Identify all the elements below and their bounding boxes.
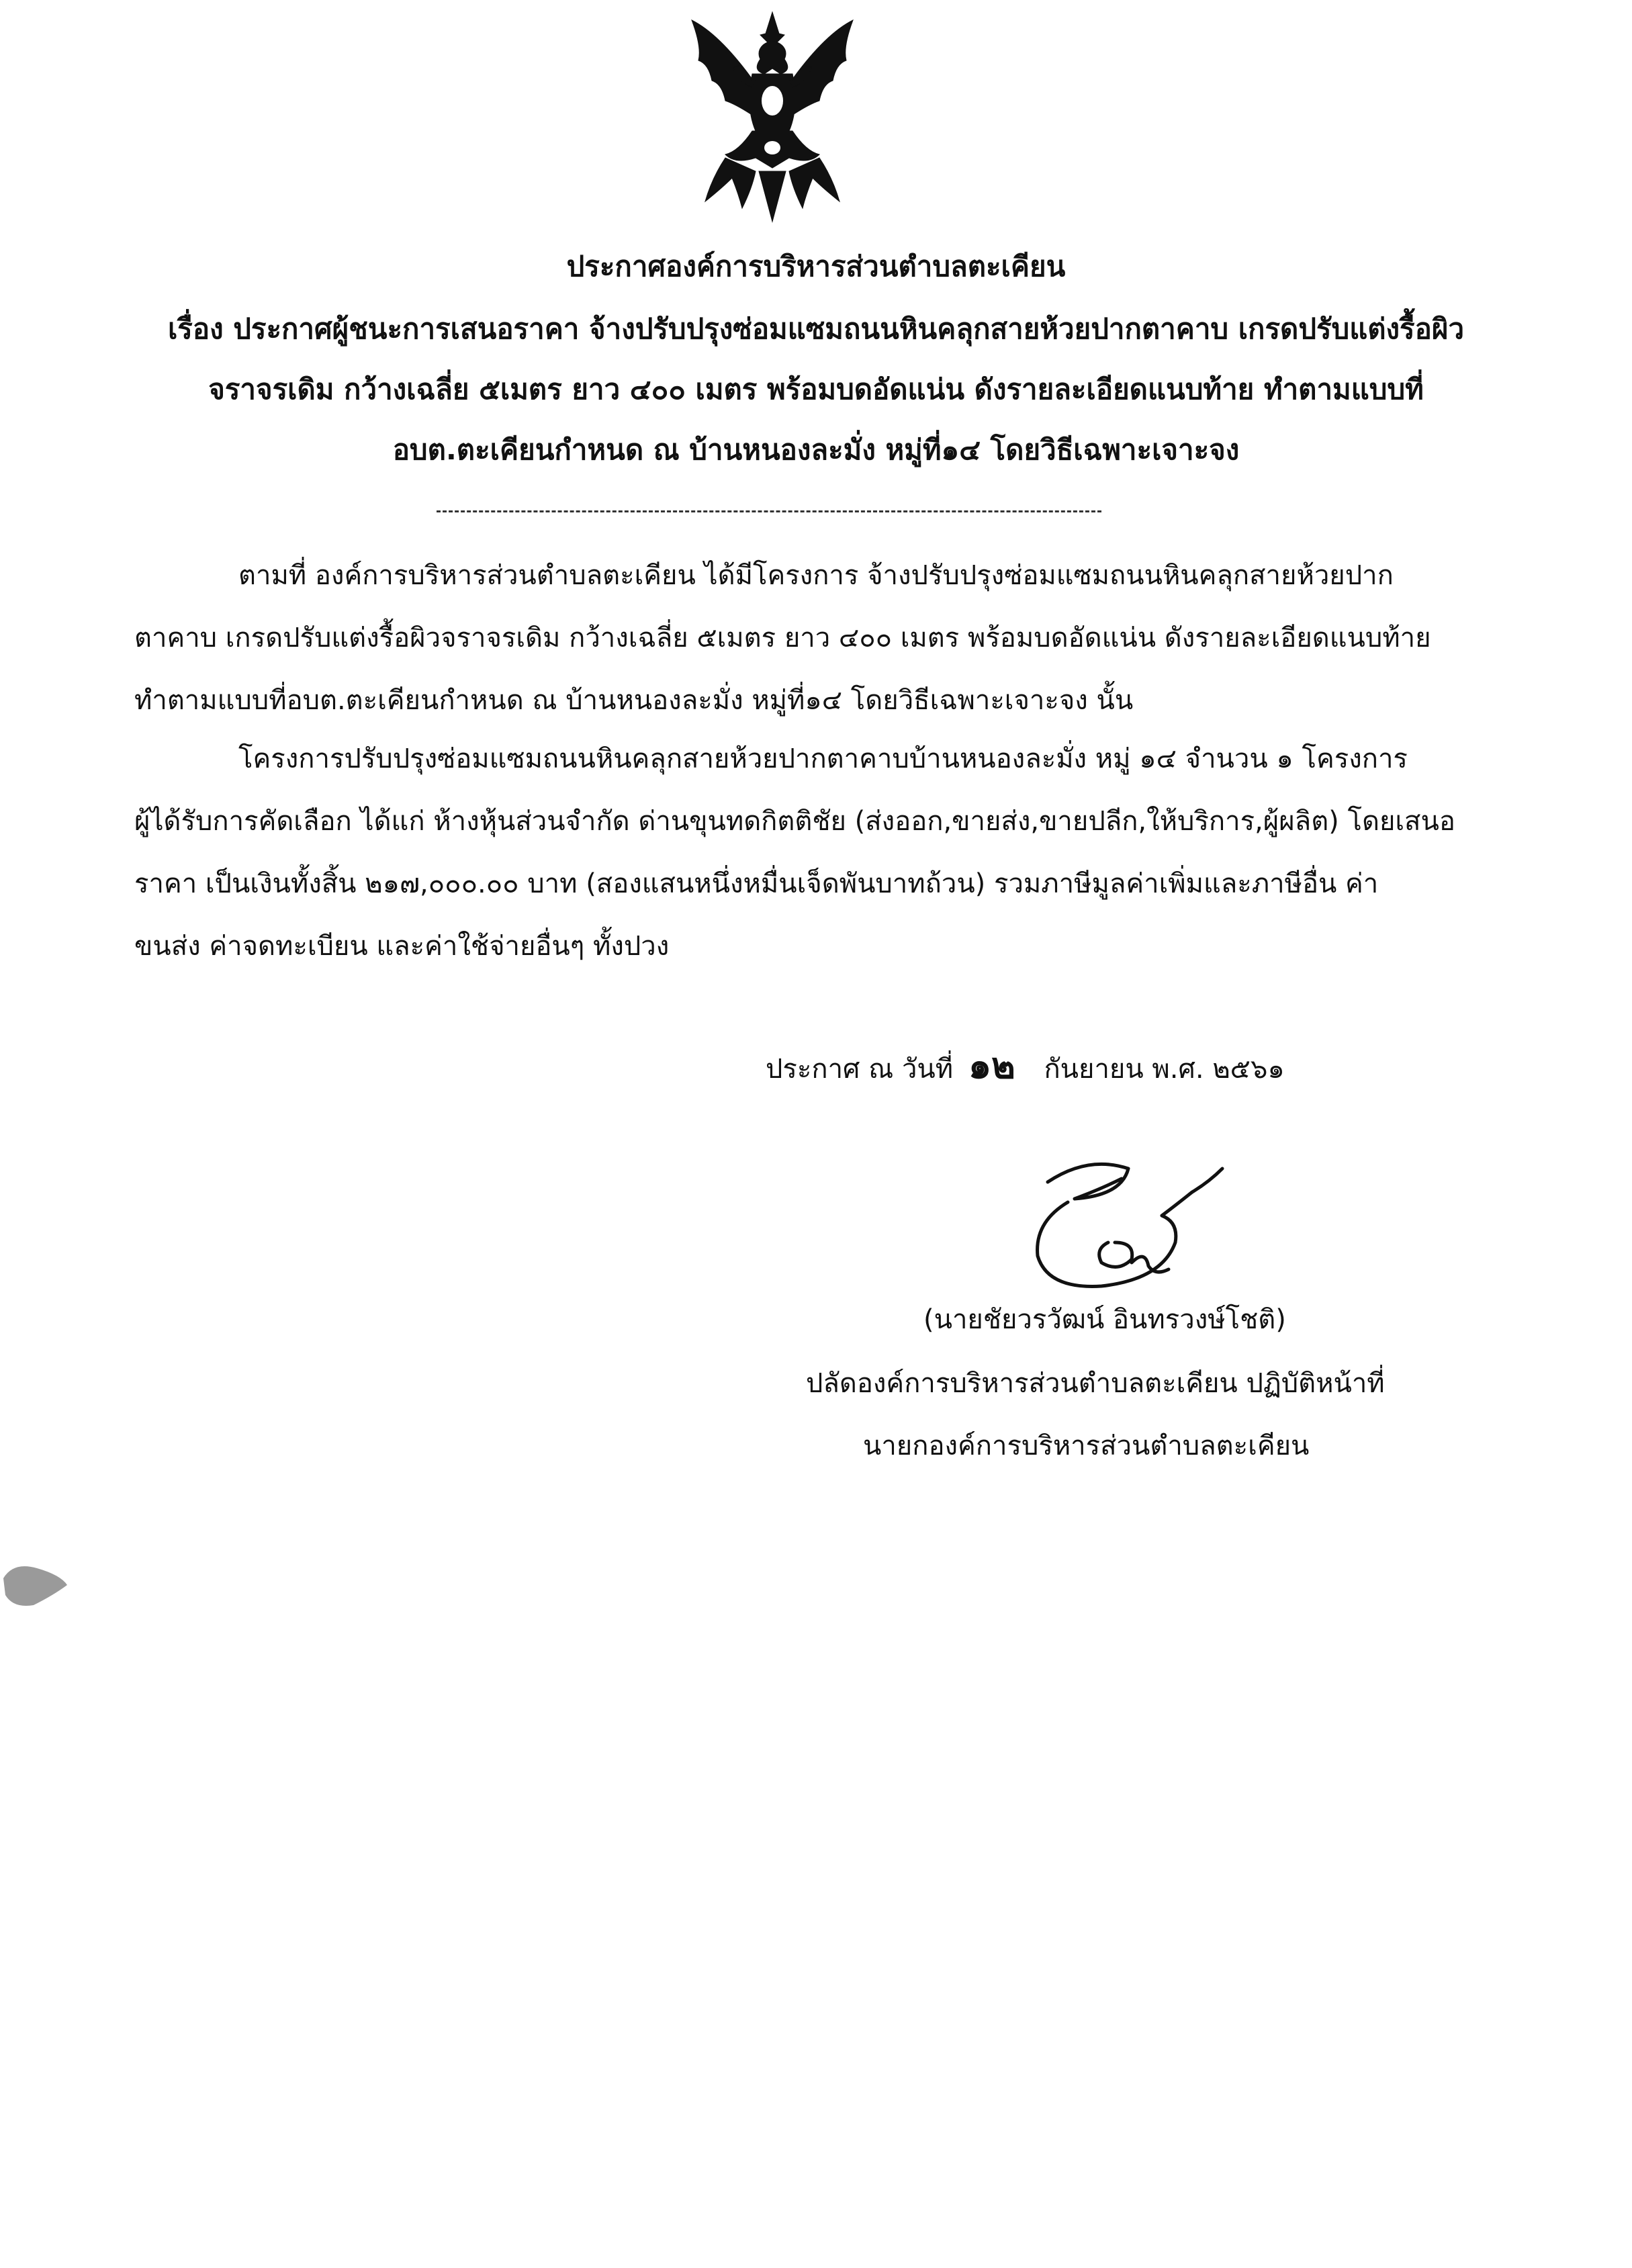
paragraph2-line-4: ขนส่ง ค่าจดทะเบียน และค่าใช้จ่ายอื่นๆ ทั้งปวง	[134, 931, 670, 962]
garuda-emblem-icon	[672, 7, 873, 228]
date-month-year: กันยายน พ.ศ. ๒๕๖๑	[1044, 1054, 1285, 1085]
date-prefix: ประกาศ ณ วันที่	[766, 1054, 954, 1085]
scan-artifact	[0, 1558, 74, 1612]
paragraph1-line-2: ตาคาบ เกรดปรับแต่งรื้อผิวจราจรเดิม กว้างเฉลี่ย ๕เมตร ยาว ๔๐๐ เมตร พร้อมบดอัดแน่น ดังรายละเอียดแนบท้าย	[134, 623, 1431, 653]
header-divider	[437, 510, 1101, 512]
signatory-name: (นายชัยวรวัฒน์ อินทรวงษ์โชติ)	[923, 1304, 1286, 1335]
date-day: ๑๒	[968, 1044, 1015, 1087]
paragraph1-line-1: ตามที่ องค์การบริหารส่วนตำบลตะเคียน ได้มีโครงการ จ้างปรับปรุงซ่อมแซมถนนหินคลุกสายห้วยปาก	[238, 560, 1394, 591]
paragraph2-line-2: ผู้ได้รับการคัดเลือก ได้แก่ ห้างหุ้นส่วนจำกัด ด่านขุนทดกิตติชัย (ส่งออก,ขายส่ง,ขายปลีก,ให้บริการ,ผู้ผลิต) โดยเสนอ	[134, 806, 1455, 837]
signatory-position-2: นายกองค์การบริหารส่วนตำบลตะเคียน	[863, 1431, 1310, 1461]
subject-line-2: จราจรเดิม กว้างเฉลี่ย ๕เมตร ยาว ๔๐๐ เมตร พร้อมบดอัดแน่น ดังรายละเอียดแนบท้าย ทำตามแบบที่	[208, 373, 1424, 406]
handwritten-signature	[1007, 1142, 1236, 1316]
date-line	[766, 1044, 1285, 1087]
paragraph2-line-1: โครงการปรับปรุงซ่อมแซมถนนหินคลุกสายห้วยปากตาคาบบ้านหนองละมั่ง หมู่ ๑๔ จำนวน ๑ โครงการ	[238, 743, 1408, 774]
paragraph2-line-3: ราคา เป็นเงินทั้งสิ้น ๒๑๗,๐๐๐.๐๐ บาท (สองแสนหนึ่งหมื่นเจ็ดพันบาทถ้วน) รวมภาษีมูลค่าเพิ่มและภาษีอื่น ค่า	[134, 868, 1379, 899]
signatory-position-1: ปลัดองค์การบริหารส่วนตำบลตะเคียน ปฏิบัติหน้าที่	[806, 1368, 1385, 1399]
subject-line-1: เรื่อง ประกาศผู้ชนะการเสนอราคา จ้างปรับปรุงซ่อมแซมถนนหินคลุกสายห้วยปากตาคาบ เกรดปรับแต่งรื้อผิว	[167, 312, 1465, 345]
paragraph1-line-3: ทำตามแบบที่อบต.ตะเคียนกำหนด ณ บ้านหนองละมั่ง หมู่ที่๑๔ โดยวิธีเฉพาะเจาะจง นั้น	[134, 685, 1134, 716]
announcement-title: ประกาศองค์การบริหารส่วนตำบลตะเคียน	[566, 250, 1066, 283]
subject-line-3: อบต.ตะเคียนกำหนด ณ บ้านหนองละมั่ง หมู่ที่๑๔ โดยวิธีเฉพาะเจาะจง	[392, 433, 1240, 466]
